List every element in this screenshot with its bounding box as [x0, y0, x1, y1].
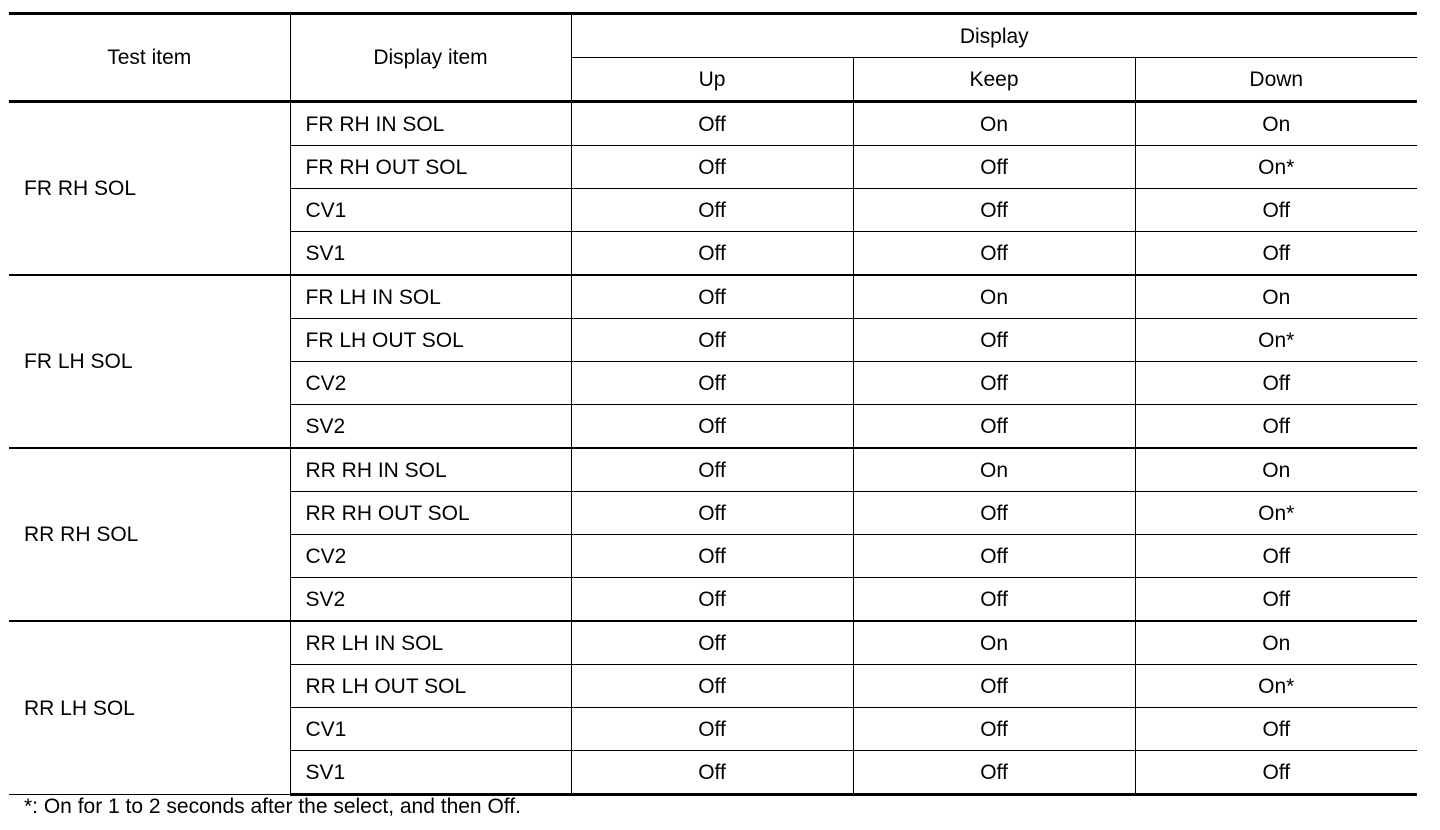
keep-value-cell: Off [853, 708, 1135, 751]
header-display: Display [571, 14, 1417, 58]
header-down: Down [1135, 58, 1417, 102]
up-value-cell: Off [571, 146, 853, 189]
down-value-cell: On* [1135, 665, 1417, 708]
down-value-cell: Off [1135, 751, 1417, 795]
display-item-cell: CV1 [290, 189, 571, 232]
up-value-cell: Off [571, 751, 853, 795]
down-value-cell: On [1135, 448, 1417, 492]
keep-value-cell: Off [853, 405, 1135, 449]
header-display-item: Display item [290, 14, 571, 102]
table-row [9, 448, 1417, 492]
test-item-cell: RR LH SOL [9, 621, 290, 795]
up-value-cell: Off [571, 232, 853, 276]
table-row [9, 275, 1417, 319]
keep-value-cell: On [853, 102, 1135, 146]
up-value-cell: Off [571, 362, 853, 405]
down-value-cell: On [1135, 102, 1417, 146]
keep-value-cell: Off [853, 535, 1135, 578]
up-value-cell: Off [571, 621, 853, 665]
up-value-cell: Off [571, 492, 853, 535]
test-item-cell: RR RH SOL [9, 448, 290, 621]
display-item-cell: FR RH IN SOL [290, 102, 571, 146]
keep-value-cell: Off [853, 189, 1135, 232]
down-value-cell: Off [1135, 708, 1417, 751]
display-item-cell: FR LH OUT SOL [290, 319, 571, 362]
display-item-cell: RR RH OUT SOL [290, 492, 571, 535]
solenoid-display-table-container [9, 12, 1417, 796]
keep-value-cell: Off [853, 751, 1135, 795]
table-row [9, 102, 1417, 146]
display-item-cell: SV1 [290, 751, 571, 795]
keep-value-cell: Off [853, 578, 1135, 622]
header-keep: Keep [853, 58, 1135, 102]
keep-value-cell: On [853, 621, 1135, 665]
down-value-cell: Off [1135, 578, 1417, 622]
up-value-cell: Off [571, 665, 853, 708]
up-value-cell: Off [571, 319, 853, 362]
down-value-cell: Off [1135, 362, 1417, 405]
display-item-cell: SV1 [290, 232, 571, 276]
table-row [9, 621, 1417, 665]
keep-value-cell: Off [853, 319, 1135, 362]
keep-value-cell: Off [853, 492, 1135, 535]
up-value-cell: Off [571, 535, 853, 578]
display-item-cell: RR LH OUT SOL [290, 665, 571, 708]
keep-value-cell: On [853, 275, 1135, 319]
down-value-cell: On [1135, 621, 1417, 665]
up-value-cell: Off [571, 102, 853, 146]
solenoid-display-table [9, 12, 1417, 796]
test-item-cell: FR RH SOL [9, 102, 290, 276]
display-item-cell: FR LH IN SOL [290, 275, 571, 319]
test-item-cell: FR LH SOL [9, 275, 290, 448]
display-item-cell: SV2 [290, 578, 571, 622]
up-value-cell: Off [571, 578, 853, 622]
display-item-cell: SV2 [290, 405, 571, 449]
header-up: Up [571, 58, 853, 102]
down-value-cell: Off [1135, 405, 1417, 449]
display-item-cell: CV2 [290, 535, 571, 578]
down-value-cell: Off [1135, 232, 1417, 276]
display-item-cell: CV1 [290, 708, 571, 751]
table-body [9, 102, 1417, 795]
down-value-cell: On* [1135, 492, 1417, 535]
up-value-cell: Off [571, 189, 853, 232]
up-value-cell: Off [571, 708, 853, 751]
keep-value-cell: Off [853, 362, 1135, 405]
display-item-cell: CV2 [290, 362, 571, 405]
display-item-cell: RR LH IN SOL [290, 621, 571, 665]
up-value-cell: Off [571, 275, 853, 319]
up-value-cell: Off [571, 405, 853, 449]
down-value-cell: On [1135, 275, 1417, 319]
keep-value-cell: Off [853, 146, 1135, 189]
display-item-cell: FR RH OUT SOL [290, 146, 571, 189]
up-value-cell: Off [571, 448, 853, 492]
keep-value-cell: Off [853, 232, 1135, 276]
down-value-cell: Off [1135, 535, 1417, 578]
down-value-cell: Off [1135, 189, 1417, 232]
header-test-item: Test item [9, 14, 290, 102]
down-value-cell: On* [1135, 319, 1417, 362]
footnote: *: On for 1 to 2 seconds after the select, and then Off. [24, 795, 521, 818]
down-value-cell: On* [1135, 146, 1417, 189]
keep-value-cell: Off [853, 665, 1135, 708]
display-item-cell: RR RH IN SOL [290, 448, 571, 492]
keep-value-cell: On [853, 448, 1135, 492]
